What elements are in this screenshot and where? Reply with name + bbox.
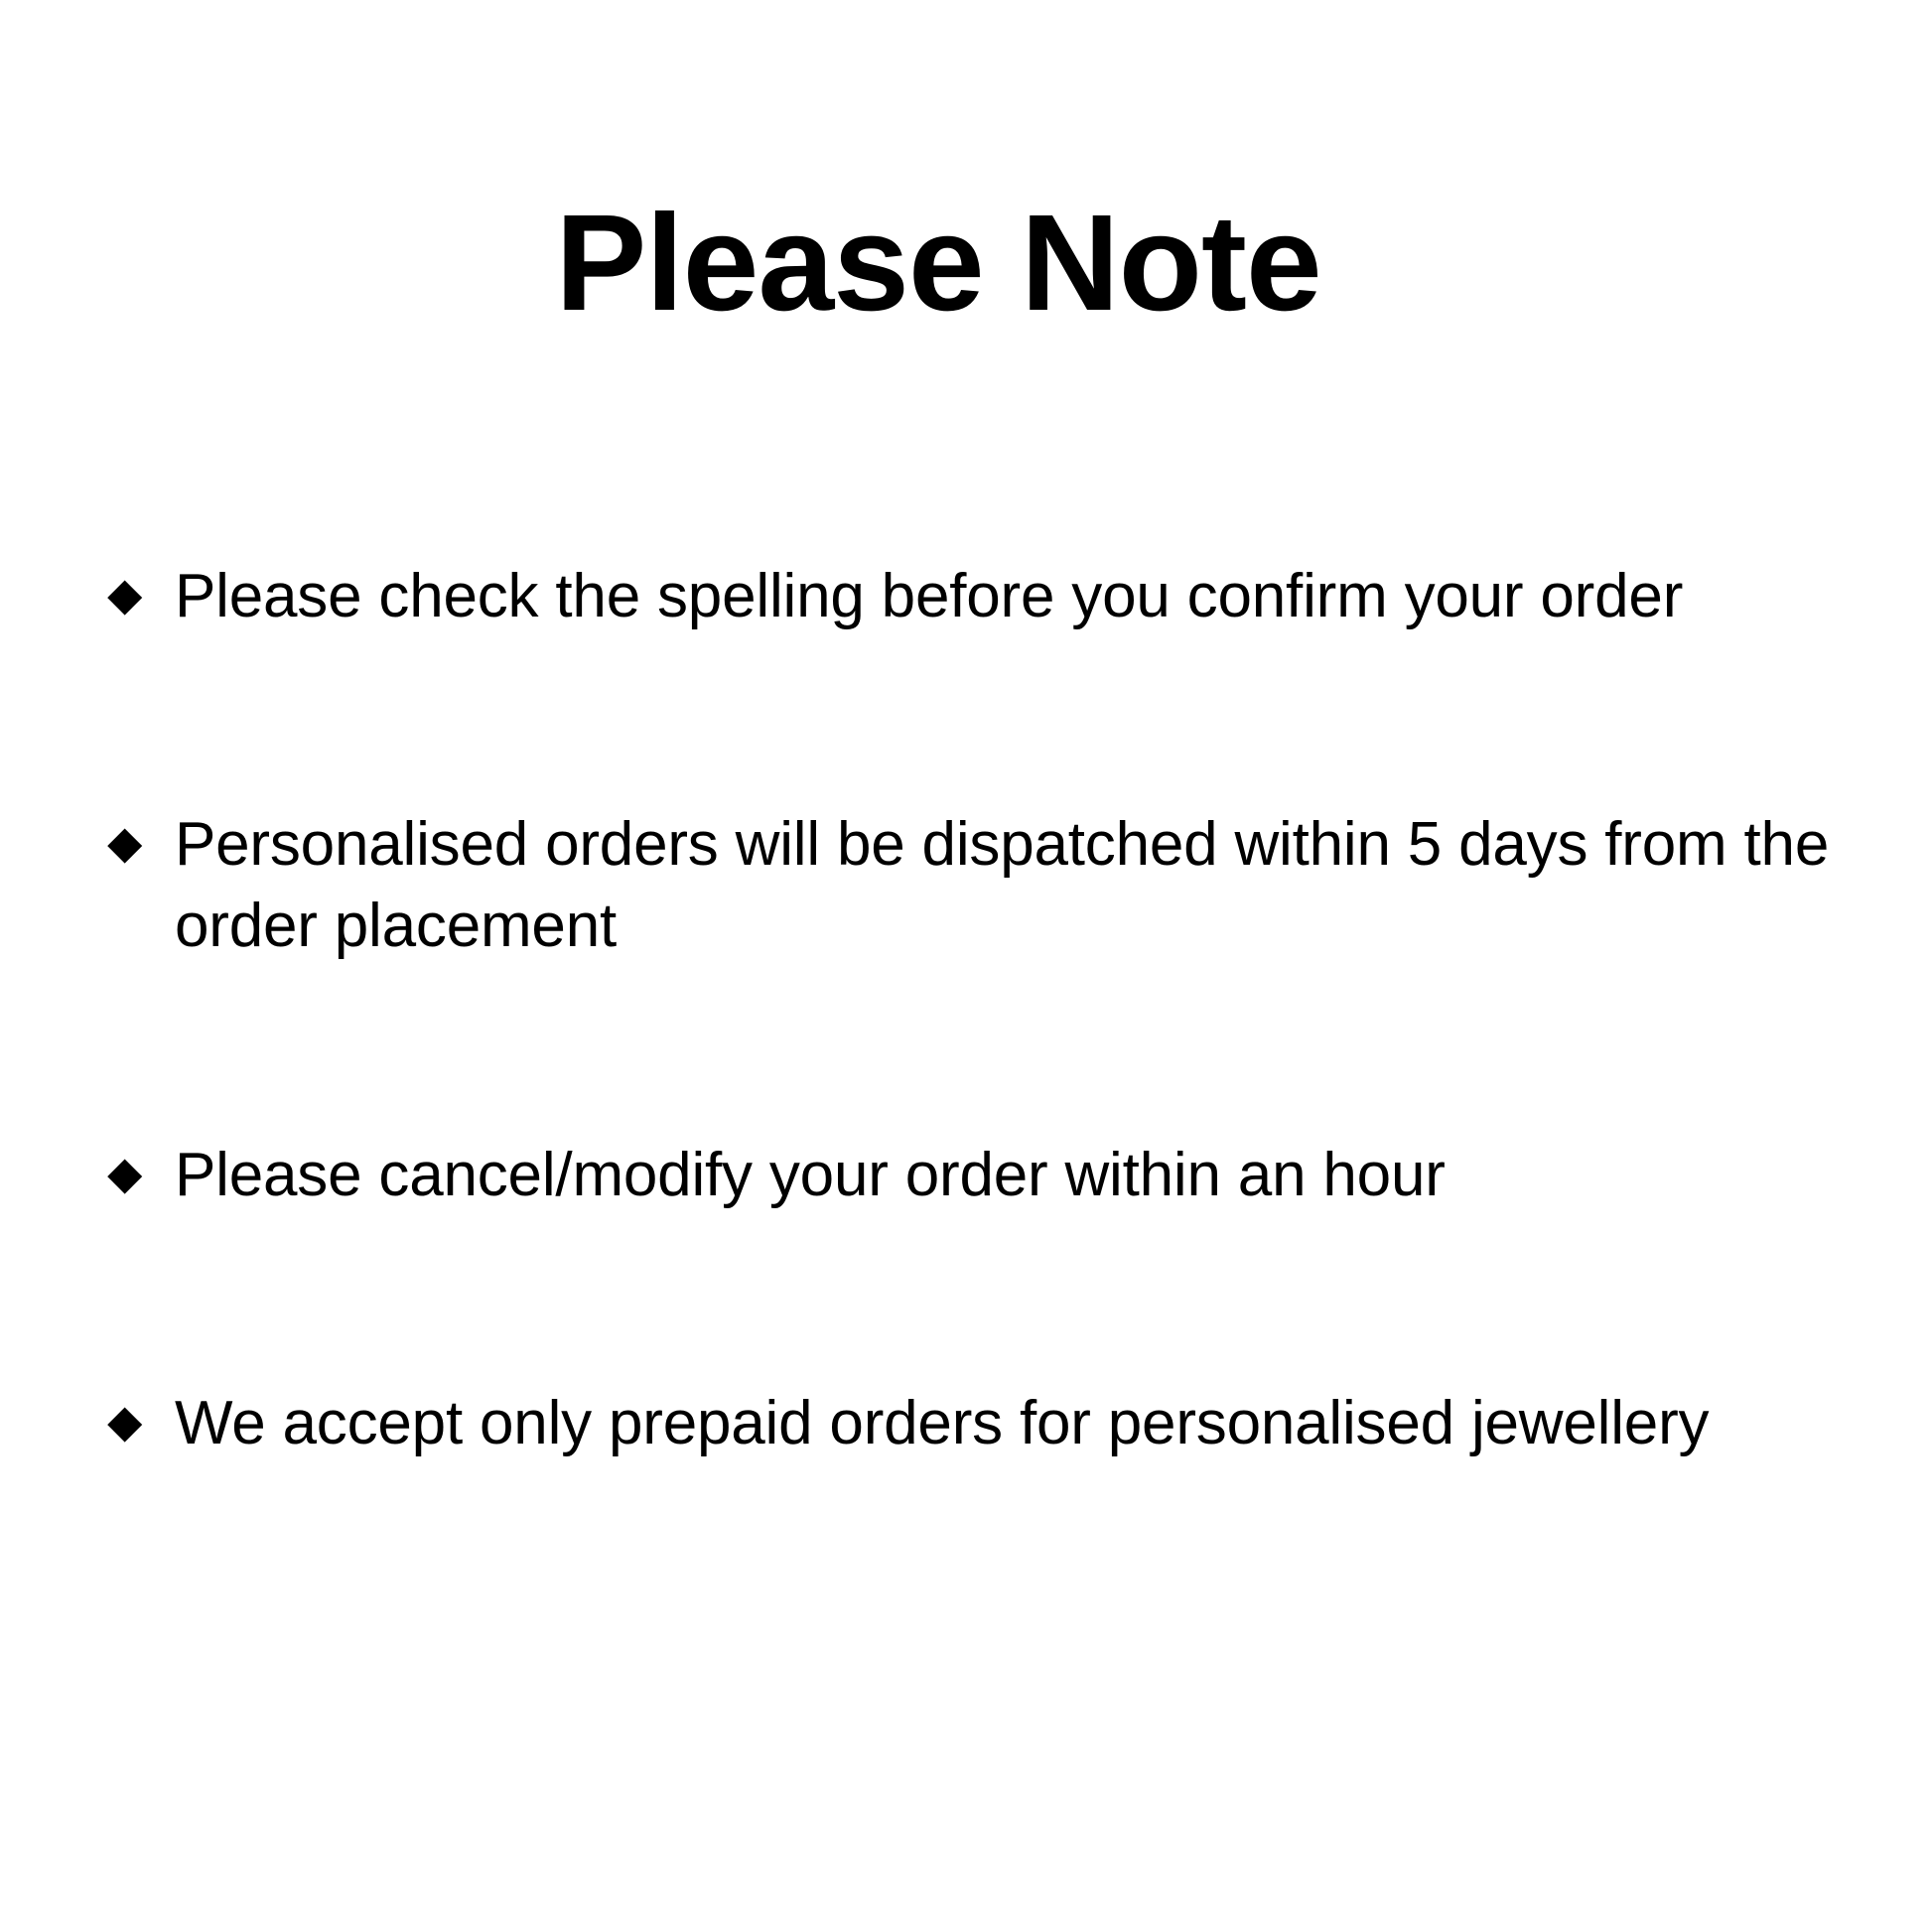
page-title: Please Note — [555, 187, 1321, 340]
list-item-label: Please cancel/modify your order within an hour — [175, 1141, 1446, 1210]
diamond-bullet-icon: ◆ — [107, 568, 143, 620]
diamond-bullet-icon: ◆ — [107, 1395, 143, 1448]
diamond-bullet-icon: ◆ — [107, 815, 143, 868]
list-item-label: Please check the spelling before you confirm your order — [175, 562, 1684, 630]
list-item — [107, 1135, 1835, 1216]
list-item — [107, 1383, 1835, 1464]
notes-list — [107, 556, 1835, 1464]
list-item-label: We accept only prepaid orders for personalised jewellery — [175, 1389, 1710, 1458]
list-item — [107, 804, 1835, 967]
list-item — [107, 556, 1835, 637]
diamond-bullet-icon: ◆ — [107, 1147, 143, 1199]
list-item-label: Personalised orders will be dispatched within 5 days from the order placement — [175, 809, 1830, 960]
